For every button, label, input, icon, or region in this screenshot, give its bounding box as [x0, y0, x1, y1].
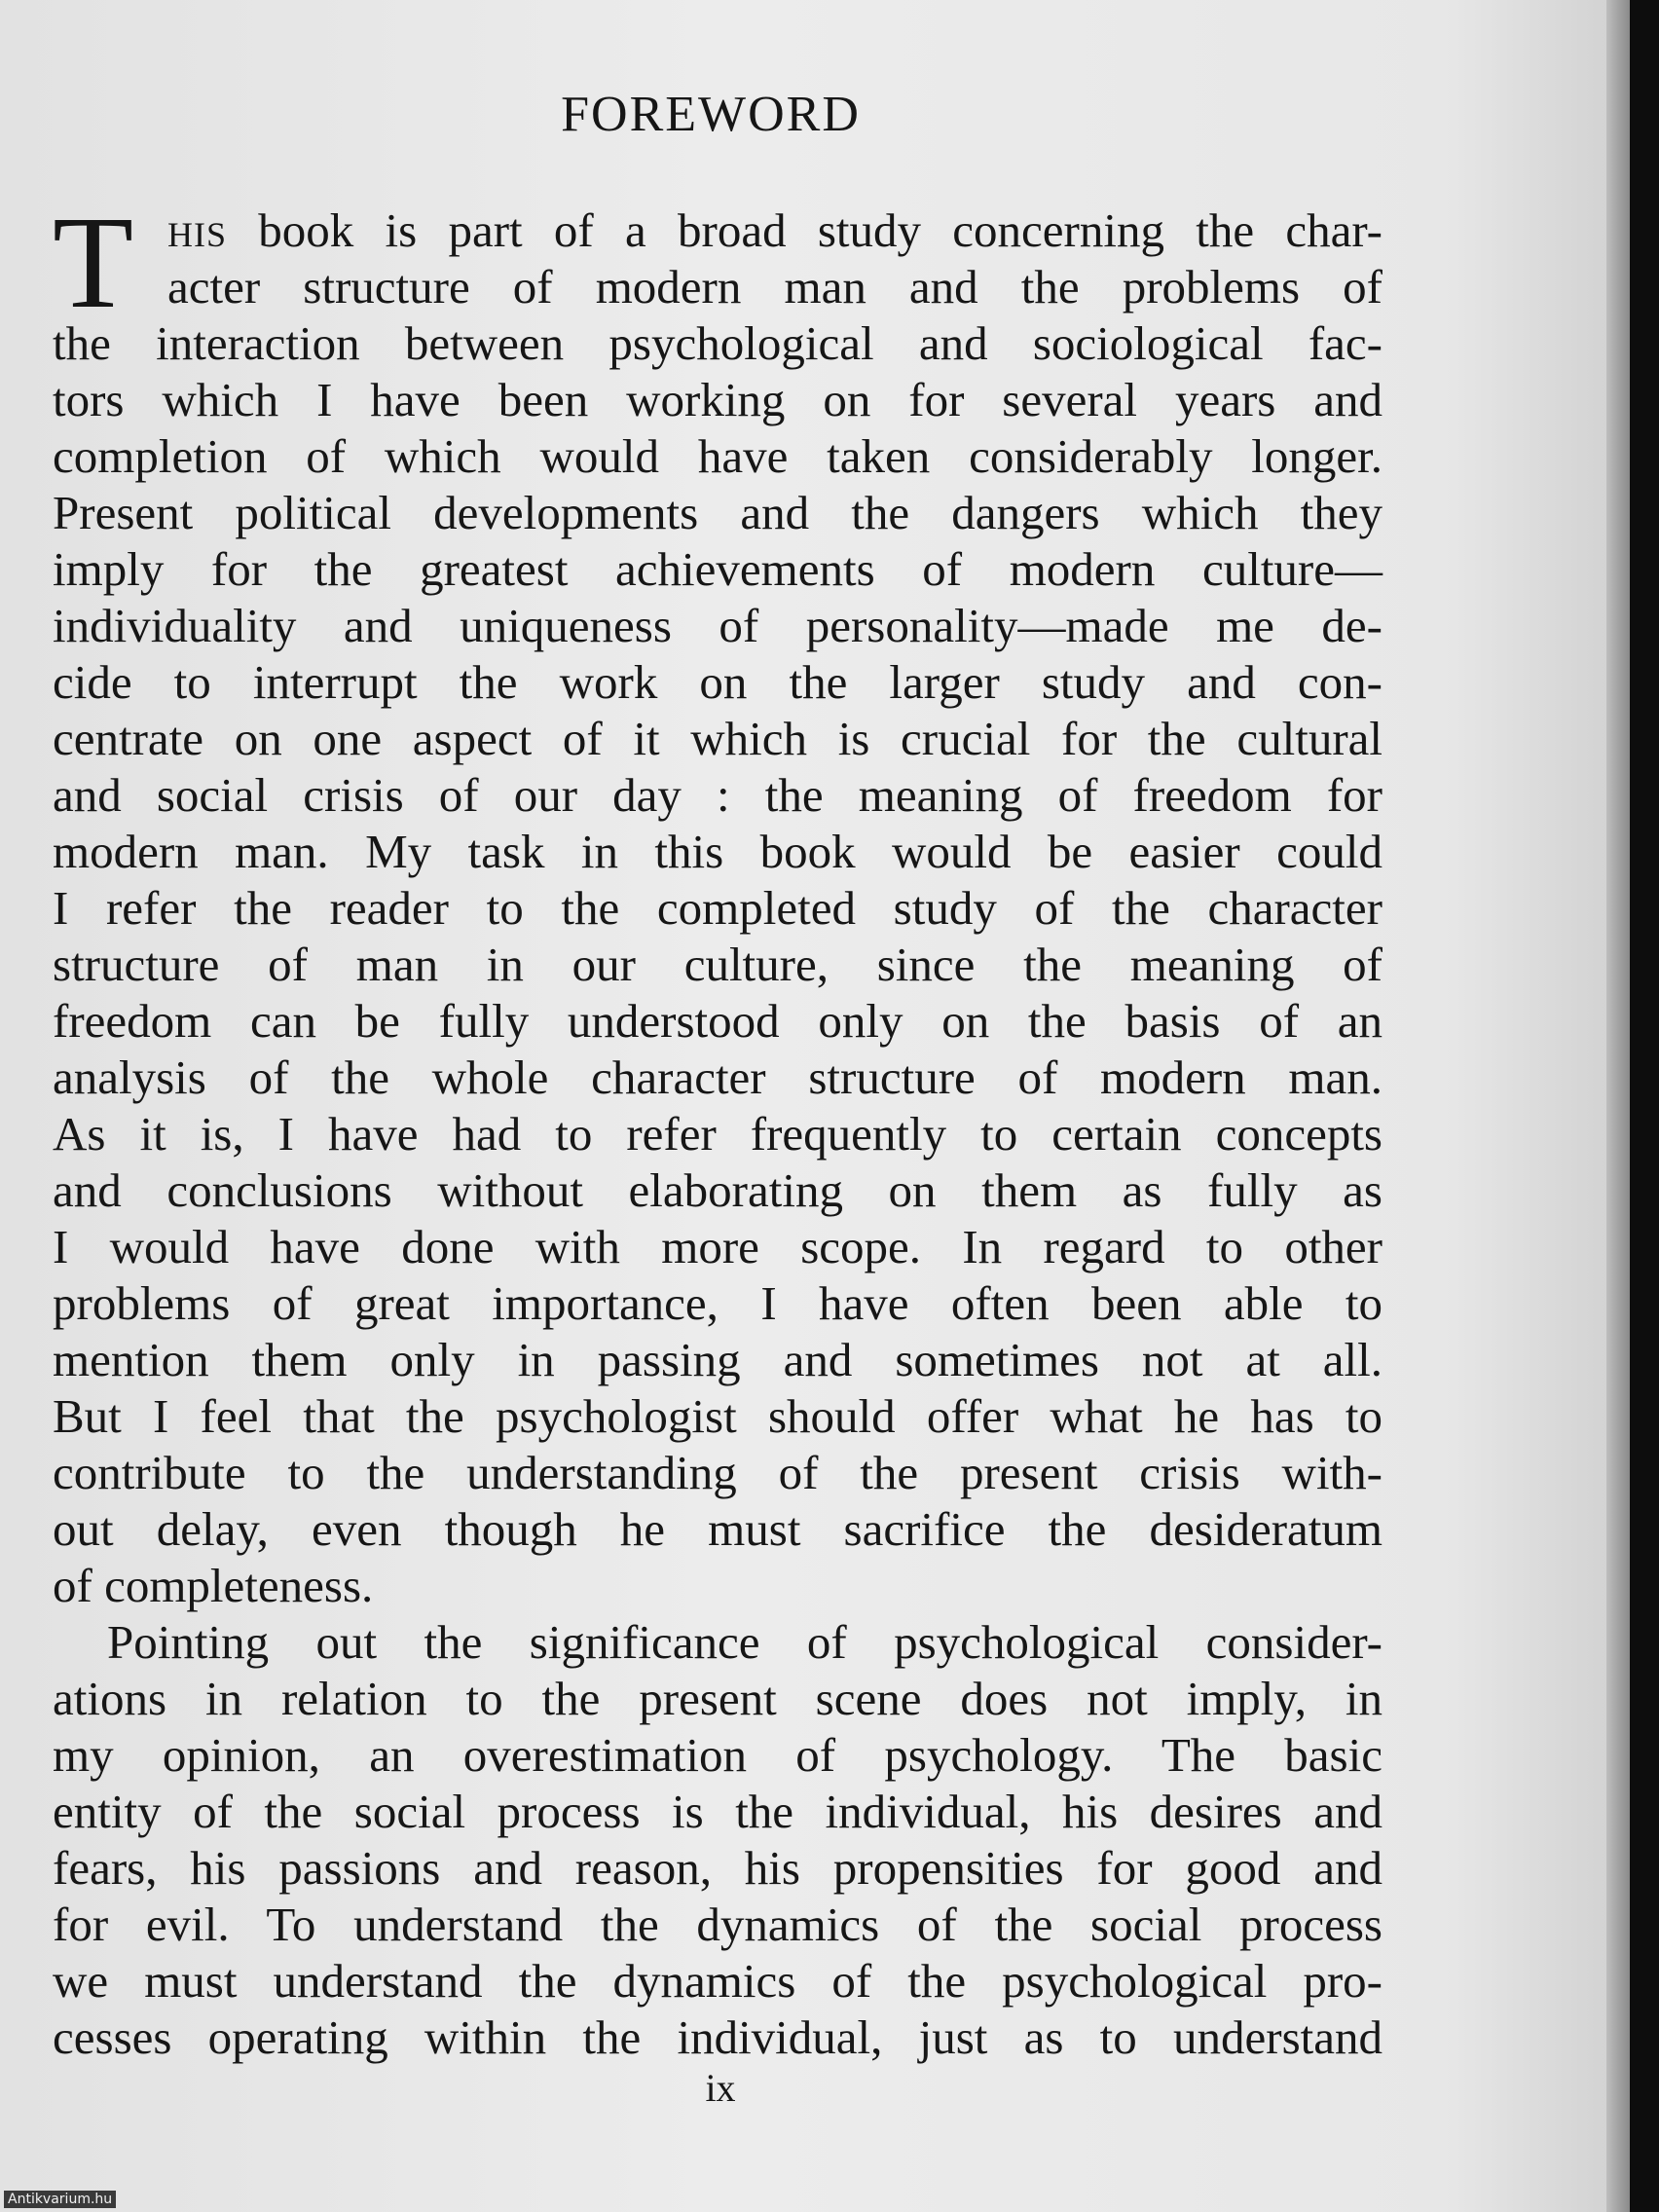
text-line: modern man. My task in this book would be easier could: [53, 825, 1382, 878]
drop-cap: T: [53, 190, 134, 336]
watermark: Antikvarium.hu: [4, 2191, 116, 2208]
text-line: and social crisis of our day : the meaning of freedom for: [53, 768, 1382, 822]
text-line: cide to interrupt the work on the larger study and con-: [53, 655, 1382, 709]
text-line: analysis of the whole character structure of modern man.: [53, 1051, 1382, 1104]
text-line: entity of the social process is the individual, his desires and: [53, 1785, 1382, 1838]
text-line: Present political developments and the dangers which they: [53, 486, 1382, 539]
page-number: ix: [705, 2066, 736, 2110]
text-line: mention them only in passing and sometimes not at all.: [53, 1333, 1382, 1386]
text-line: As it is, I have had to refer frequently to certain concepts: [53, 1107, 1382, 1161]
text-line: [53, 203, 1382, 259]
text-line: freedom can be fully understood only on the basis of an: [53, 994, 1382, 1048]
chapter-title: FOREWORD: [561, 87, 861, 142]
text-line: of completeness.: [53, 1559, 374, 1612]
dark-edge: [1630, 0, 1659, 2212]
page-gutter: [1606, 0, 1630, 2212]
text-line: cesses operating within the individual, just as to understand: [53, 2010, 1382, 2064]
text-line: I would have done with more scope. In regard to other: [53, 1220, 1382, 1273]
text-line: imply for the greatest achievements of modern culture—: [53, 542, 1382, 596]
small-caps-word: HIS: [167, 215, 228, 254]
text-line: I refer the reader to the completed study of the character: [53, 881, 1382, 935]
text-line: completion of which would have taken considerably longer.: [53, 429, 1382, 483]
text-line: out delay, even though he must sacrifice the desideratum: [53, 1502, 1382, 1556]
text-line: problems of great importance, I have often been able to: [53, 1276, 1382, 1330]
text-line: ations in relation to the present scene does not imply, in: [53, 1672, 1382, 1725]
text-line: Pointing out the significance of psychological consider-: [107, 1615, 1382, 1669]
text-line: centrate on one aspect of it which is crucial for the cultural: [53, 712, 1382, 765]
text-line: the interaction between psychological and sociological fac-: [53, 316, 1382, 370]
text-line: my opinion, an overestimation of psychology. The basic: [53, 1728, 1382, 1782]
text-line-content: book is part of a broad study concerning the char-: [227, 203, 1382, 257]
text-line: contribute to the understanding of the present crisis with-: [53, 1446, 1382, 1499]
text-line: acter structure of modern man and the problems of: [167, 260, 1382, 313]
text-line: structure of man in our culture, since the meaning of: [53, 938, 1382, 991]
text-line: tors which I have been working on for several years and: [53, 373, 1382, 426]
text-line: we must understand the dynamics of the psychological pro-: [53, 1954, 1382, 2008]
text-line: individuality and uniqueness of personality—made me de-: [53, 599, 1382, 652]
text-line: for evil. To understand the dynamics of the social process: [53, 1898, 1382, 1951]
text-line: But I feel that the psychologist should offer what he has to: [53, 1389, 1382, 1443]
body-text: [53, 190, 1382, 2066]
text-line: and conclusions without elaborating on them as fully as: [53, 1163, 1382, 1217]
text-line: fears, his passions and reason, his propensities for good and: [53, 1841, 1382, 1895]
